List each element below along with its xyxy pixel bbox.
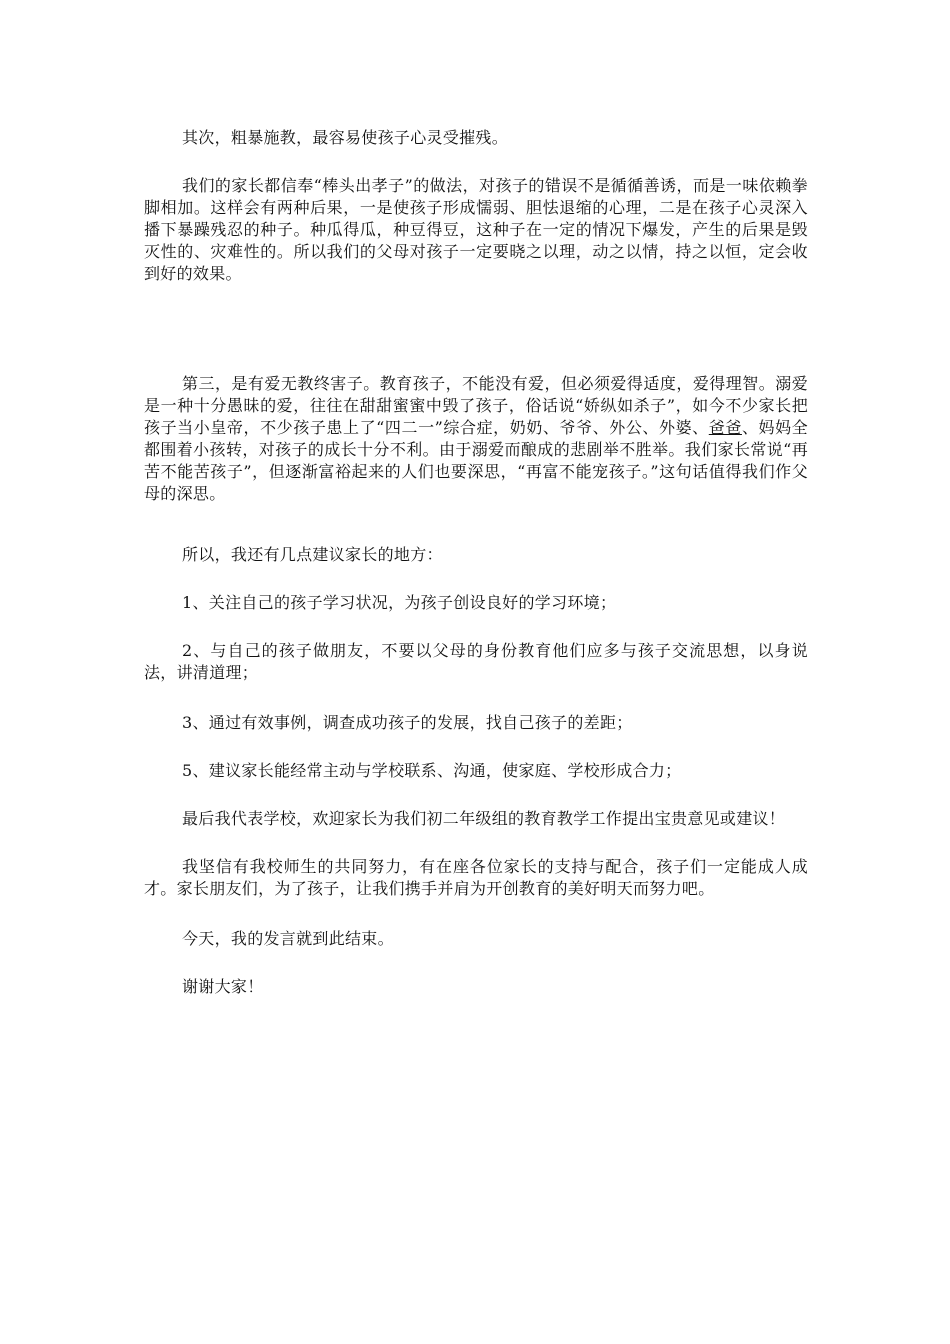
list-item-suggestion-3: 3、通过有效事例，调查成功孩子的发展，找自己孩子的差距； (182, 713, 633, 732)
paragraph-confidence: 我坚信有我校师生的共同努力，有在座各位家长的支持与配合，孩子们一定能成人成才。家长朋友们，为了孩子，让我们携手并肩为开创教育的美好明天而努力吧。 (144, 857, 808, 898)
paragraph-third-point (144, 373, 808, 505)
underlined-word-link[interactable]: 爸爸 (708, 418, 742, 437)
list-item-suggestion-1: 1、关注自己的孩子学习状况，为孩子创设良好的学习环境； (182, 593, 617, 612)
paragraph-third-point-text-before: 第三，是有爱无教终害子。教育孩子，不能没有爱，但必须爱得适度，爱得理智。溺爱是一种十分愚昧的爱，往往在甜甜蜜蜜中毁了孩子，俗话说“娇纵如杀子”，如今不少家长把孩子当小皇帝，不少孩子患上了“四二一”综合症，奶奶、爷爷、外公、外婆、 (144, 374, 808, 437)
paragraph-thanks: 谢谢大家！ (182, 977, 264, 996)
paragraph-harsh-discipline: 我们的家长都信奉“棒头出孝子”的做法，对孩子的错误不是循循善诱，而是一味依赖拳脚相加。这样会有两种后果，一是使孩子形成懦弱、胆怯退缩的心理，二是在孩子心灵深入播下暴躁残忍的种子。种瓜得瓜，种豆得豆，这种子在一定的情况下爆发，产生的后果是毁灭性的、灾难性的。所以我们的父母对孩子一定要晓之以理，动之以情，持之以恒，定会收到好的效果。 (144, 176, 808, 283)
list-item-suggestion-2: 2、与自己的孩子做朋友，不要以父母的身份教育他们应多与孩子交流思想，以身说法，讲清道理； (144, 641, 808, 682)
paragraph-welcome-feedback: 最后我代表学校，欢迎家长为我们初二年级组的教育教学工作提出宝贵意见或建议！ (182, 809, 786, 828)
paragraph-second-point: 其次，粗暴施教，最容易使孩子心灵受摧残。 (182, 128, 509, 147)
paragraph-suggestions-intro: 所以，我还有几点建议家长的地方： (182, 545, 443, 564)
paragraph-third-point-text-after: 、妈妈全都围着小孩转，对孩子的成长十分不利。由于溺爱而酿成的悲剧举不胜举。我们家长常说“再苦不能苦孩子”，但逐渐富裕起来的人们也要深思，“再富不能宠孩子。”这句话值得我们作父母的深思。 (144, 418, 808, 503)
list-item-suggestion-5: 5、建议家长能经常主动与学校联系、沟通，使家庭、学校形成合力； (182, 761, 682, 780)
paragraph-closing: 今天，我的发言就到此结束。 (182, 929, 394, 948)
